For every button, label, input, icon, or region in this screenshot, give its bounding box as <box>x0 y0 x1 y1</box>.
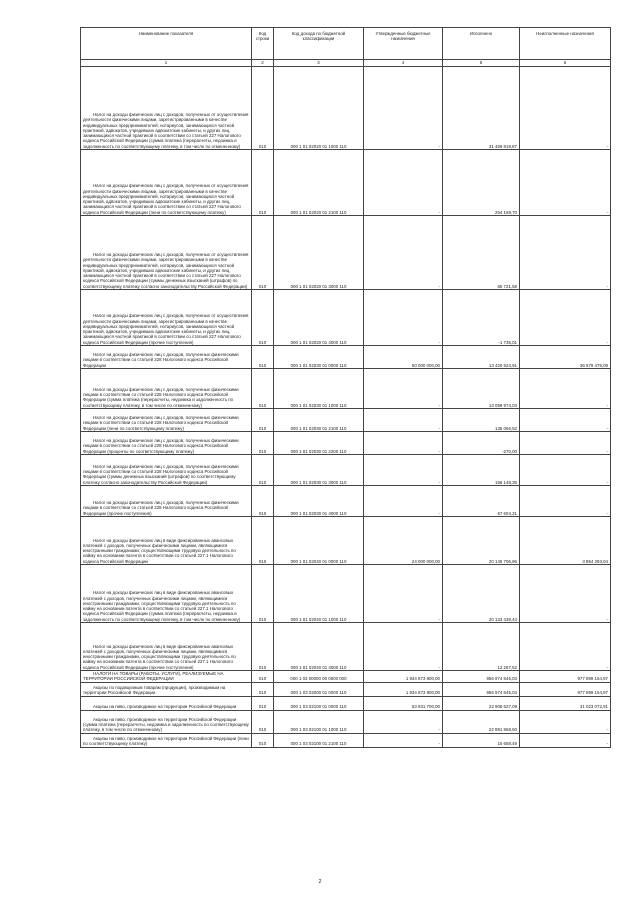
row-name-text: Налог на доходы физических лиц с доходов, полученных физическими лицами в соответствии со статьей 228 Налогового кодекса Российской Федерации (сумма платежа (перерасчеты, недоимка и задолженность по соответствующему платежу, в том числе по отмененному) <box>83 386 239 408</box>
row-unexecuted: - <box>520 455 611 486</box>
row-name <box>81 671 252 683</box>
row-name-text: Налог на доходы физических лиц с доходов, полученных от осуществления деятельности физическими лицами, зарегистрированными в качестве индивидуальных предпринимателей, нотариусов, занимающихся частной практикой, адвокатов, учредивших адвокатские кабинеты, и других лиц, занимающихся частной практикой в соответствии со статьей 227 Налогового кодекса Российской Федерации (суммы денежных взысканий (штрафов) по соответствующему платежу согласно законодательству Российской Федерации) <box>83 251 249 289</box>
row-kbk: 000 1 01 02040 01 4000 110 <box>274 623 364 671</box>
row-kbk: 000 1 01 02040 01 1000 110 <box>274 565 364 623</box>
header-executed: Исполнено <box>443 28 520 60</box>
table-row <box>81 346 611 369</box>
row-name-text: Акцизы по подакцизным товарам (продукции), производимым на территории Российской Федерации <box>83 685 226 696</box>
row-name-text: Налог на доходы физических лиц с доходов, полученных физическими лицами в соответствии со статьей 228 Налогового кодекса Российской Федерации (суммы денежных взысканий (штрафов) по соответствующему платежу согласно законодательству Российской Федерации) <box>83 463 239 485</box>
row-approved: - <box>364 67 443 150</box>
table-row <box>81 682 611 696</box>
row-approved: - <box>364 623 443 671</box>
row-name-text: Налог на доходы физических лиц в виде фиксированных авансовых платежей с доходов, полученных физическими лицами, являющимися иностранными гражданами, осуществляющими трудовую деятельность по найму на основании патента в соответствии со статьей 227.1 Налогового кодекса Российской Федерации (сумма платежа (перерасчеты, недоимка и задолженность по соответствующему платежу, в том числе по отмененному) <box>83 590 241 622</box>
row-unexecuted: - <box>520 67 611 150</box>
row-name-text: Акцизы на пиво, производимое на территории Российской Федерации <box>93 704 237 710</box>
row-executed: 254 169,70 <box>443 150 520 216</box>
table-row <box>81 67 611 150</box>
row-approved: - <box>364 369 443 409</box>
row-approved: 50 000 000,00 <box>364 346 443 369</box>
row-unexecuted: - <box>520 733 611 747</box>
row-executed: 12 267,52 <box>443 623 520 671</box>
row-name-text: Налог на доходы физических лиц с доходов, полученных физическими лицами в соответствии со статьей 228 Налогового кодекса Российской Федерации (прочие поступления) <box>83 500 239 516</box>
row-name <box>81 409 252 432</box>
row-code: 010 <box>252 290 274 346</box>
row-unexecuted: - <box>520 565 611 623</box>
row-approved: - <box>364 432 443 455</box>
row-code: 010 <box>252 517 274 565</box>
column-number: 6 <box>520 60 611 67</box>
row-approved: - <box>364 290 443 346</box>
row-kbk: 000 1 03 02100 01 0000 110 <box>274 696 364 710</box>
table-row <box>81 369 611 409</box>
row-executed: 13 420 524,91 <box>443 346 520 369</box>
row-code: 010 <box>252 623 274 671</box>
row-name <box>81 623 252 671</box>
column-number: 3 <box>274 60 364 67</box>
row-approved: 1 934 873 800,00 <box>364 682 443 696</box>
row-approved: - <box>364 409 443 432</box>
row-unexecuted: - <box>520 290 611 346</box>
row-approved: - <box>364 733 443 747</box>
row-kbk: 000 1 01 02020 01 2100 110 <box>274 150 364 216</box>
row-unexecuted: - <box>520 623 611 671</box>
header-unexecuted: Неисполненные назначения <box>520 28 611 60</box>
row-name <box>81 150 252 216</box>
row-kbk: 000 1 03 02100 01 1000 110 <box>274 710 364 733</box>
row-code: 010 <box>252 696 274 710</box>
row-name <box>81 432 252 455</box>
row-code: 010 <box>252 486 274 517</box>
row-name <box>81 290 252 346</box>
column-number: 1 <box>81 60 252 67</box>
row-executed: 135 066,52 <box>443 409 520 432</box>
table-row <box>81 710 611 733</box>
row-name-text: Налог на доходы физических лиц в виде фиксированных авансовых платежей с доходов, полученных физическими лицами, являющимися иностранными гражданами, осуществляющими трудовую деятельность по найму на основании патента в соответствии со статьей 227.1 Налогового кодекса Российской Федерации (прочие поступления) <box>83 643 236 670</box>
row-executed: 22 908 627,09 <box>443 696 520 710</box>
row-kbk: 000 1 01 02030 01 2100 110 <box>274 409 364 432</box>
row-unexecuted: 36 579 475,09 <box>520 346 611 369</box>
row-name-text: Налог на доходы физических лиц в виде фиксированных авансовых платежей с доходов, полученных физическими лицами, являющимися иностранными гражданами, осуществляющими трудовую деятельность по найму на основании патента в соответствии со статьей 227.1 Налогового кодекса Российской Федерации <box>83 537 236 564</box>
report-body <box>81 67 611 748</box>
table-row <box>81 733 611 747</box>
header-kbk: Код дохода по бюджетной классификации <box>274 28 364 60</box>
row-approved: - <box>364 565 443 623</box>
row-kbk: 000 1 01 02040 01 0000 110 <box>274 517 364 565</box>
row-code: 010 <box>252 346 274 369</box>
table-row <box>81 150 611 216</box>
row-executed: 16 658,49 <box>443 733 520 747</box>
row-name-text: Налог на доходы физических лиц с доходов, полученных физическими лицами в соответствии со статьей 228 Налогового кодекса Российской Федерации (пени по соответствующему платежу) <box>83 415 239 431</box>
row-code: 010 <box>252 369 274 409</box>
table-row <box>81 671 611 683</box>
row-unexecuted: - <box>520 432 611 455</box>
row-kbk: 000 1 01 02030 01 3000 110 <box>274 455 364 486</box>
table-row <box>81 432 611 455</box>
column-number: 2 <box>252 60 274 67</box>
row-name <box>81 565 252 623</box>
row-name <box>81 216 252 290</box>
row-executed: 13 059 974,03 <box>443 369 520 409</box>
row-approved: - <box>364 150 443 216</box>
row-kbk: 000 1 01 02030 01 0000 110 <box>274 346 364 369</box>
table-row <box>81 486 611 517</box>
row-executed: 956 974 645,03 <box>443 671 520 683</box>
row-unexecuted: 3 854 293,04 <box>520 517 611 565</box>
row-code: 010 <box>252 710 274 733</box>
row-kbk: 000 1 01 02030 01 2200 110 <box>274 432 364 455</box>
row-executed: 65 721,58 <box>443 216 520 290</box>
row-approved: - <box>364 710 443 733</box>
table-row <box>81 409 611 432</box>
row-executed: 67 604,31 <box>443 486 520 517</box>
row-unexecuted: - <box>520 409 611 432</box>
row-approved: - <box>364 455 443 486</box>
row-name <box>81 517 252 565</box>
row-unexecuted: - <box>520 216 611 290</box>
table-row <box>81 290 611 346</box>
revenue-report-table <box>80 27 611 748</box>
row-name-text: Акцизы на пиво, производимое на территории Российской Федерации (сумма платежа (перерасчеты, недоимка и задолженность по соответствующему платежу, в том числе по отмененному) <box>83 716 249 733</box>
row-executed: 158 148,35 <box>443 455 520 486</box>
row-unexecuted: - <box>520 150 611 216</box>
column-number: 5 <box>443 60 520 67</box>
row-approved: - <box>364 216 443 290</box>
row-name <box>81 67 252 150</box>
row-name-text: Налог на доходы физических лиц с доходов, полученных физическими лицами в соответствии со статьей 228 Налогового кодекса Российской Федерации <box>83 352 239 368</box>
row-executed: -1 735,01 <box>443 290 520 346</box>
row-unexecuted: 977 899 154,97 <box>520 682 611 696</box>
column-number-row <box>81 60 611 67</box>
row-executed: 20 133 439,44 <box>443 565 520 623</box>
row-code: 010 <box>252 216 274 290</box>
row-code: 010 <box>252 733 274 747</box>
row-code: 010 <box>252 671 274 683</box>
row-executed: -270,00 <box>443 432 520 455</box>
header-code: Код строки <box>252 28 274 60</box>
header-row <box>81 28 611 60</box>
row-code: 010 <box>252 150 274 216</box>
row-kbk: 000 1 01 02030 01 4000 110 <box>274 486 364 517</box>
row-name-text: Налог на доходы физических лиц с доходов, полученных физическими лицами в соответствии со статьей 228 Налогового кодекса Российской Федерации (проценты по соответствующему платежу) <box>83 438 239 454</box>
header-name: Наименование показателя <box>81 28 252 60</box>
row-approved: 1 934 873 800,00 <box>364 671 443 683</box>
row-code: 010 <box>252 565 274 623</box>
row-kbk: 000 1 01 02020 01 1000 110 <box>274 67 364 150</box>
row-unexecuted: - <box>520 369 611 409</box>
row-name <box>81 486 252 517</box>
row-kbk: 000 1 01 02020 01 4000 110 <box>274 290 364 346</box>
row-code: 010 <box>252 409 274 432</box>
table-row <box>81 455 611 486</box>
row-name <box>81 733 252 747</box>
row-name-text: Налог на доходы физических лиц с доходов, полученных от осуществления деятельности физическими лицами, зарегистрированными в качестве индивидуальных предпринимателей, нотариусов, занимающихся частной практикой, адвокатов, учредивших адвокатские кабинеты, и других лиц, занимающихся частной практикой в соответствии со статьей 227 Налогового кодекса Российской Федерации (пени по соответствующему платежу) <box>83 183 249 215</box>
row-code: 010 <box>252 682 274 696</box>
row-executed: 20 145 706,96 <box>443 517 520 565</box>
row-name <box>81 455 252 486</box>
page-number: 2 <box>318 879 322 885</box>
row-approved: 24 000 000,00 <box>364 517 443 565</box>
row-kbk: 000 1 01 02030 01 1000 110 <box>274 369 364 409</box>
row-executed: 956 974 645,03 <box>443 682 520 696</box>
row-approved: 53 931 700,00 <box>364 696 443 710</box>
table-row <box>81 696 611 710</box>
header-approved: Утвержденные бюджетные назначения <box>364 28 443 60</box>
row-name-text: Налог на доходы физических лиц с доходов, полученных от осуществления деятельности физическими лицами, зарегистрированными в качестве индивидуальных предпринимателей, нотариусов, занимающихся частной практикой, адвокатов, учредивших адвокатские кабинеты, и других лиц, занимающихся частной практикой в соответствии со статьей 227 Налогового кодекса Российской Федерации (сумма платежа (перерасчеты, недоимка и задолженность по соответствующему платежу, в том числе по отмененному) <box>83 111 249 149</box>
row-unexecuted: 31 023 072,91 <box>520 696 611 710</box>
row-kbk: 000 1 03 02100 01 2100 110 <box>274 733 364 747</box>
row-kbk: 000 1 01 02020 01 3000 110 <box>274 216 364 290</box>
row-name <box>81 369 252 409</box>
row-name-text: НАЛОГИ НА ТОВАРЫ (РАБОТЫ, УСЛУГИ), РЕАЛИЗУЕМЫЕ НА ТЕРРИТОРИИ РОССИЙСКОЙ ФЕДЕРАЦИИ <box>83 671 224 682</box>
row-approved: - <box>364 486 443 517</box>
table-row <box>81 565 611 623</box>
row-code: 010 <box>252 67 274 150</box>
row-unexecuted: - <box>520 486 611 517</box>
row-unexecuted: - <box>520 710 611 733</box>
row-code: 010 <box>252 432 274 455</box>
row-name <box>81 696 252 710</box>
row-executed: 22 891 968,60 <box>443 710 520 733</box>
row-kbk: 000 1 03 02000 01 0000 110 <box>274 682 364 696</box>
table-row <box>81 517 611 565</box>
row-name <box>81 710 252 733</box>
column-number: 4 <box>364 60 443 67</box>
row-name <box>81 346 252 369</box>
row-unexecuted: 977 899 154,97 <box>520 671 611 683</box>
row-name <box>81 682 252 696</box>
table-row <box>81 216 611 290</box>
row-code: 010 <box>252 455 274 486</box>
table-row <box>81 623 611 671</box>
row-kbk: 000 1 03 00000 00 0000 000 <box>274 671 364 683</box>
row-name-text: Акцизы на пиво, производимое на территории Российской Федерации (пени по соответствующему платежу) <box>83 736 249 747</box>
row-name-text: Налог на доходы физических лиц с доходов, полученных от осуществления деятельности физическими лицами, зарегистрированными в качестве индивидуальных предпринимателей, нотариусов, занимающихся частной практикой, адвокатов, учредивших адвокатские кабинеты, и других лиц, занимающихся частной практикой в соответствии со статьей 227 Налогового кодекса Российской Федерации (прочие поступления) <box>83 313 249 345</box>
row-executed: 31 469 818,87 <box>443 67 520 150</box>
